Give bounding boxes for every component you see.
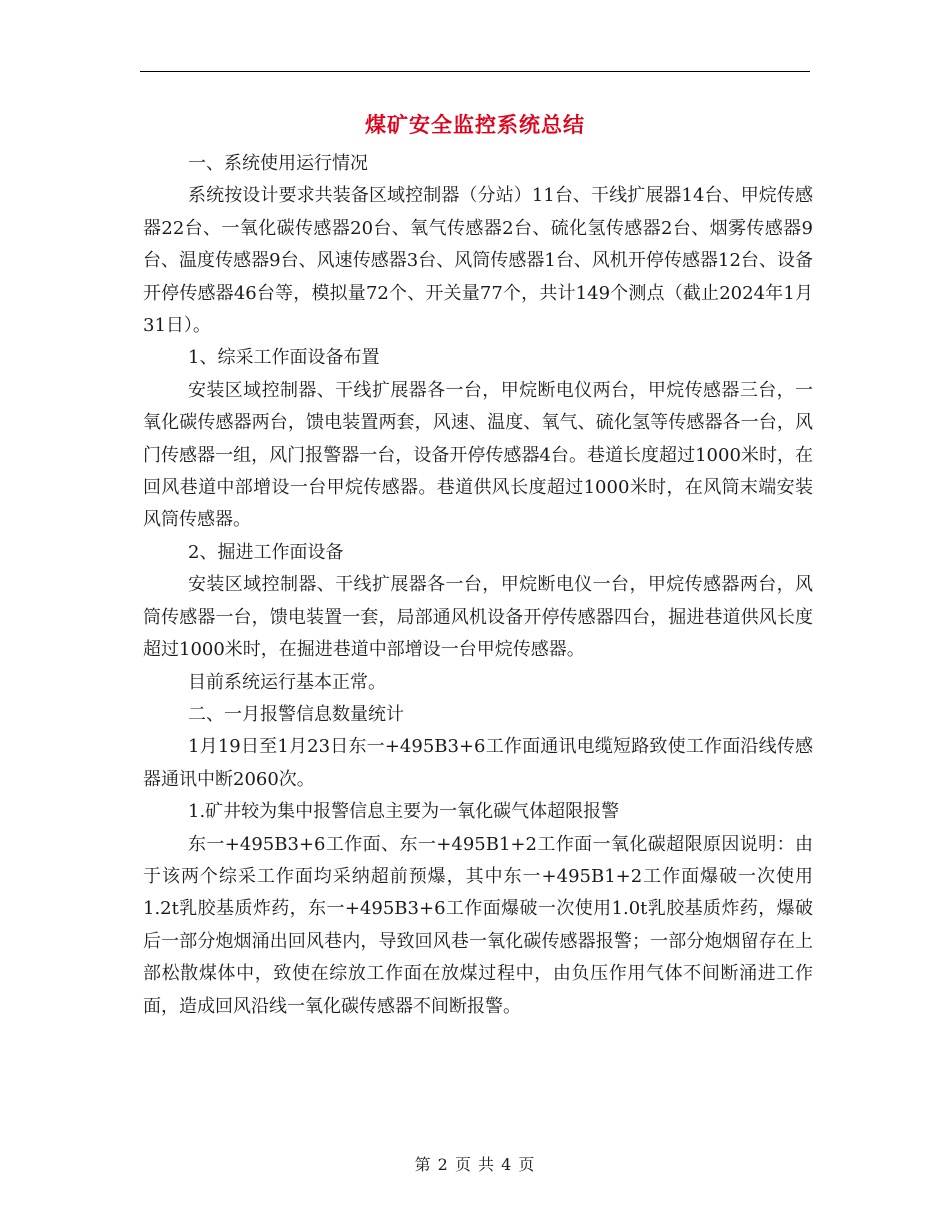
document-title: 煤矿安全监控系统总结 bbox=[365, 112, 585, 137]
subsection-heading: 1、综采工作面设备布置 bbox=[188, 347, 380, 369]
body-paragraph: 东一+495B3+6工作面、东一+495B1+2工作面一氧化碳超限原因说明：由于该两个综采工作面均采纳超前预爆，其中东一+495B1+2工作面爆破一次使用1.2t乳胶基质炸药，东一+495B3+6工作面爆破一次使用1.0t乳胶基质炸药，爆破后一部分炮烟涌出回风巷内，导致回风巷一氧化碳传感器报警；一部分炮烟留存在上部松散煤体中，致使在综放工作面在放煤过程中，由负压作用气体不间断涌进工作面，造成回风沿线一氧化碳传感器不间断报警。 bbox=[143, 833, 813, 1017]
document-body bbox=[143, 148, 813, 1023]
body-paragraph: 系统按设计要求共装备区域控制器（分站）11台、干线扩展器14台、甲烷传感器22台、一氧化碳传感器20台、氧气传感器2台、硫化氢传感器2台、烟雾传感器9台、温度传感器9台、风速传感器3台、风筒传感器1台、风机开停传感器12台、设备开停传感器46台等，模拟量72个、开关量77个，共计149个测点（截止2024年1月31日）。 bbox=[143, 185, 813, 337]
section-heading-2: 二、一月报警信息数量统计 bbox=[188, 703, 404, 725]
body-paragraph: 安装区域控制器、干线扩展器各一台，甲烷断电仪一台，甲烷传感器两台，风筒传感器一台，馈电装置一套，局部通风机设备开停传感器四台，掘进巷道供风长度超过1000米时，在掘进巷道中部增设一台甲烷传感器。 bbox=[143, 574, 813, 661]
header-rule bbox=[140, 71, 810, 72]
body-paragraph: 1月19日至1月23日东一+495B3+6工作面通讯电缆短路致使工作面沿线传感器通讯中断2060次。 bbox=[143, 736, 813, 790]
page-number-footer: 第 2 页 共 4 页 bbox=[414, 1155, 536, 1174]
body-paragraph: 安装区域控制器、干线扩展器各一台，甲烷断电仪两台，甲烷传感器三台，一氧化碳传感器两台，馈电装置两套，风速、温度、氧气、硫化氢等传感器各一台，风门传感器一组，风门报警器一台，设备开停传感器4台。巷道长度超过1000米时，在回风巷道中部增设一台甲烷传感器。巷道供风长度超过1000米时，在风筒末端安装风筒传感器。 bbox=[143, 379, 813, 531]
body-paragraph: 目前系统运行基本正常。 bbox=[188, 671, 386, 693]
subsection-heading: 2、掘进工作面设备 bbox=[188, 541, 344, 563]
subsection-heading: 1.矿井较为集中报警信息主要为一氧化碳气体超限报警 bbox=[188, 801, 620, 823]
section-heading-1: 一、系统使用运行情况 bbox=[188, 153, 368, 174]
